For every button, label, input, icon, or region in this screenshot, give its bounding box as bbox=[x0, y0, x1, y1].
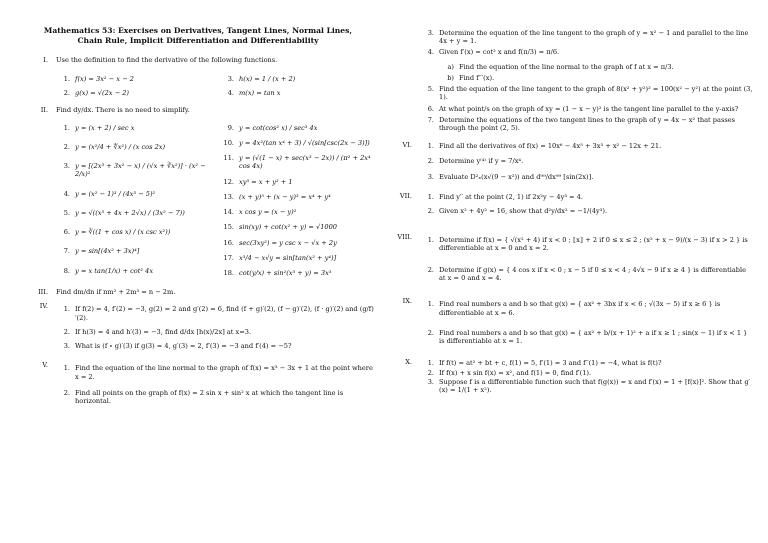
item-number: 1. bbox=[427, 235, 434, 244]
item-text: h(x) = 1 / (x + 2) bbox=[239, 74, 296, 83]
item-text: y = 4x²(tan x⁴ + 3) / √(sin[csc(2x − 3)]) bbox=[239, 138, 370, 147]
item-number: 1. bbox=[427, 359, 434, 368]
list-item bbox=[420, 300, 754, 316]
item-number: 2. bbox=[63, 327, 70, 336]
item-number: 14. bbox=[223, 208, 234, 217]
list-item bbox=[440, 63, 754, 71]
item-text: y = (√(1 − x) + sec(x³ − 2x)) / (π² + 2x⁴ cos 4x) bbox=[239, 154, 371, 171]
item-text: At what point/s on the graph of xy = (1 − x − y)² is the tangent line parallel to the y-axis? bbox=[439, 104, 739, 113]
item-number: 1. bbox=[427, 193, 434, 202]
list-item bbox=[420, 193, 754, 201]
section-iii bbox=[22, 288, 374, 296]
item-text: Determine the equations of the two tangent lines to the graph of y = 4x − x² that passes through the point (2, 5). bbox=[439, 115, 735, 133]
item-number: 1. bbox=[63, 123, 70, 132]
section-number: I. bbox=[43, 55, 48, 64]
list-item bbox=[420, 378, 754, 394]
item-text: Suppose f is a differentiable function such that f(g(x)) = x and f′(x) = 1 + [f(x)]². Show that g′(x) = 1/(1 + x²). bbox=[439, 377, 751, 395]
item-text: sin(xy) + cot(x² + y) = √1000 bbox=[239, 223, 338, 232]
item-text: x³/4 − x√y = sin[tan(x² + y⁴)] bbox=[239, 253, 337, 262]
list-item bbox=[420, 207, 754, 215]
left-column bbox=[22, 0, 374, 408]
item-text: x cos y = (x − y)² bbox=[239, 208, 297, 217]
item-number: 8. bbox=[63, 266, 70, 275]
section-number: V. bbox=[42, 361, 48, 370]
item-text: Find all the derivatives of f(x) = 10x⁶ − 4x⁵ + 3x³ + x² − 12x + 21. bbox=[439, 142, 662, 151]
item-text: Find y′′ at the point (2, 1) if 2x²y − 4y³ = 4. bbox=[439, 193, 583, 202]
item-number: 9. bbox=[227, 123, 234, 132]
list-item bbox=[420, 48, 754, 56]
item-text: Evaluate D²ₓ(x√(9 − x²)) and d⁹⁹/dx⁹⁹ [sin(2x)]. bbox=[439, 172, 594, 181]
section-text: Find dm/dn if nm² + 2m³ = n − 2m. bbox=[56, 288, 176, 297]
item-text: If f(t) = at² + bt + c, f(1) = 5, f′(1) = 3 and f′′(1) = −4, what is f(t)? bbox=[439, 359, 662, 368]
item-number: 11. bbox=[223, 154, 234, 163]
section-number: III. bbox=[38, 288, 48, 297]
item-text: Determine the equation of the line tangent to the graph of y = x² − 1 and parallel to the line 4x + y = 1. bbox=[439, 29, 749, 46]
list-item bbox=[420, 29, 754, 45]
item-text: Determine if g(x) = { 4 cos x if x < 0 ; x − 5 if 0 ≤ x < 4 ; 4√x − 9 if x ≥ 4 } is differentiable at x = 0 and x = 4. bbox=[439, 265, 747, 283]
section-number: IX. bbox=[402, 297, 412, 306]
item-text: y = (x²/4 + ∜x²) / (x cos 2x) bbox=[75, 142, 166, 151]
list-item bbox=[56, 305, 374, 321]
item-text: (x + y)⁵ + (x − y)³ = x⁴ + y⁴ bbox=[239, 192, 331, 201]
list-item bbox=[56, 124, 210, 132]
list-item bbox=[220, 89, 374, 97]
item-number: 3. bbox=[427, 172, 434, 181]
item-text: y = sin[(4x² + 3x)⁴] bbox=[75, 247, 140, 256]
item-text: y = ∛((1 + cos x) / (x csc x²)) bbox=[75, 228, 171, 237]
section-number: II. bbox=[40, 106, 48, 115]
list-item bbox=[220, 208, 374, 216]
item-number: 1. bbox=[63, 305, 70, 314]
list-item bbox=[56, 389, 374, 405]
item-text: Find the equation of the line tangent to the graph of 8(x² + y²)² = 100(x² − y²) at the point (3, 1). bbox=[439, 85, 753, 102]
list-item bbox=[56, 267, 210, 275]
item-text: Find the equation of the line normal to the graph of f at x = π/3. bbox=[459, 62, 674, 71]
item-number: 10. bbox=[223, 138, 234, 147]
list-item bbox=[420, 236, 754, 252]
item-number: 12. bbox=[223, 177, 234, 186]
section-vii bbox=[386, 192, 754, 218]
list-item bbox=[420, 157, 754, 165]
section-number: X. bbox=[405, 358, 412, 367]
item-number: 15. bbox=[223, 223, 234, 232]
item-number: 2. bbox=[427, 156, 434, 165]
list-item bbox=[56, 162, 210, 178]
list-item bbox=[420, 173, 754, 181]
item-text: g(x) = √(2x − 2) bbox=[75, 89, 129, 98]
title-line-2: Chain Rule, Implicit Differentiation and Differentiability bbox=[77, 35, 319, 45]
right-column bbox=[386, 0, 754, 395]
item-number: 1. bbox=[427, 300, 434, 309]
item-number: 18. bbox=[223, 269, 234, 277]
section-number: VII. bbox=[399, 192, 412, 201]
item-text: f(x) = 3x² − x − 2 bbox=[75, 74, 134, 83]
item-text: Determine if f(x) = { √(x² + 4) if x < 0 ; ⟦x⟧ + 2 if 0 ≤ x ≤ 2 ; (x² + x − 9)/(x − 3) if x > 2 } is differentiable at x = 0 and x = 2. bbox=[439, 235, 748, 252]
list-item bbox=[220, 75, 374, 83]
item-number: 2. bbox=[427, 368, 434, 377]
list-item bbox=[220, 223, 374, 231]
section-i bbox=[22, 56, 374, 101]
title-line-1: Mathematics 53: Exercises on Derivatives, Tangent Lines, Normal Lines, bbox=[43, 26, 353, 35]
item-text: y = (x² − 1)³ / (4x³ − 5)² bbox=[75, 189, 156, 198]
item-text: If h(3) = 4 and h′(3) = −3, find d/dx [h(x)/2x] at x=3. bbox=[75, 327, 252, 336]
item-text: y = [(2x³ + 3x² − x) / (√x + ∛x²)] · (x² − 2/x)² bbox=[75, 162, 206, 179]
item-number: 3. bbox=[427, 29, 434, 37]
list-item bbox=[220, 154, 374, 170]
item-number: 3. bbox=[63, 162, 70, 171]
list-item bbox=[420, 369, 754, 377]
item-number: 7. bbox=[63, 247, 70, 256]
list-item bbox=[56, 328, 374, 336]
item-text: y = √((x³ + 4x + 2√x) / (3x² − 7)) bbox=[75, 208, 185, 217]
item-number: 2. bbox=[63, 388, 70, 397]
item-number: 6. bbox=[63, 228, 70, 237]
list-item bbox=[56, 75, 210, 83]
item-number: 5. bbox=[63, 208, 70, 217]
item-number: 5. bbox=[427, 85, 434, 94]
item-number: 2. bbox=[63, 142, 70, 151]
list-item bbox=[220, 254, 374, 262]
item-number: 3. bbox=[227, 74, 234, 83]
item-number: 3. bbox=[63, 342, 70, 351]
section-number: VIII. bbox=[397, 232, 412, 241]
item-text: cot(y/x) + sin²(x³ + y) = 3x³ bbox=[239, 269, 332, 277]
item-text: Find the equation of the line normal to the graph of f(x) = x³ − 3x + 1 at the point where x = 2. bbox=[75, 364, 373, 381]
list-item bbox=[420, 105, 754, 113]
list-item bbox=[220, 124, 374, 132]
section-heading: Use the definition to find the derivative of the following functions. bbox=[56, 55, 278, 64]
section-vi bbox=[386, 141, 754, 184]
section-x bbox=[386, 358, 754, 395]
section-ii bbox=[22, 106, 374, 278]
section-number: VI. bbox=[402, 141, 412, 150]
item-number: 4. bbox=[227, 89, 234, 98]
item-text: Find f′′′(x). bbox=[459, 73, 495, 82]
list-item bbox=[420, 359, 754, 367]
list-item bbox=[220, 239, 374, 247]
list-item bbox=[420, 142, 754, 150]
section-number: IV. bbox=[39, 302, 48, 311]
item-number: 1. bbox=[63, 74, 70, 83]
item-number: a) bbox=[447, 62, 454, 71]
item-number: 2. bbox=[427, 328, 434, 337]
item-number: 13. bbox=[223, 192, 234, 201]
section-v bbox=[22, 361, 374, 408]
item-number: 4. bbox=[427, 48, 434, 57]
list-item bbox=[56, 247, 210, 255]
item-text: Given f′(x) = cot² x and f(π/3) = π/6. bbox=[439, 48, 560, 57]
item-number: 6. bbox=[427, 104, 434, 113]
item-number: 1. bbox=[427, 142, 434, 151]
item-text: If f(x) + x sin f(x) = x², and f(1) = 0, find f′(1). bbox=[439, 368, 592, 377]
list-item bbox=[56, 228, 210, 236]
item-text: y = cot(cos² x) / sec³ 4x bbox=[239, 123, 318, 132]
item-number: 17. bbox=[223, 253, 234, 262]
item-text: y = (x + 2) / sec x bbox=[75, 123, 135, 132]
section-v-continued bbox=[386, 26, 754, 135]
item-number: 3. bbox=[427, 377, 434, 386]
item-text: Find real numbers a and b so that g(x) = { ax² + b/(x + 1)² + a if x ≥ 1 ; sin(x − 1) if x < 1 } is differentiable at x = 1. bbox=[439, 328, 748, 346]
item-text: Find real numbers a and b so that g(x) = { ax² + 3bx if x < 6 ; √(3x − 5) if x ≥ 6 } is differentiable at x = 6. bbox=[439, 300, 721, 317]
item-number: 2. bbox=[427, 207, 434, 216]
list-item bbox=[220, 269, 374, 277]
section-viii bbox=[386, 233, 754, 286]
list-item bbox=[220, 178, 374, 186]
item-number: 2. bbox=[427, 265, 434, 274]
item-number: b) bbox=[447, 73, 454, 82]
list-item bbox=[440, 74, 754, 82]
list-item bbox=[56, 209, 210, 217]
list-item bbox=[56, 364, 374, 380]
section-heading: Find dy/dx. There is no need to simplify. bbox=[56, 106, 190, 115]
list-item bbox=[56, 342, 374, 350]
item-number: 7. bbox=[427, 115, 434, 124]
item-number: 2. bbox=[63, 89, 70, 98]
list-item bbox=[420, 85, 754, 101]
item-text: What is (f ∘ g)′(3) if g(3) = 4, g′(3) = 2, f′(3) = −3 and f′(4) = −5? bbox=[75, 342, 292, 351]
section-iv bbox=[22, 302, 374, 353]
list-item bbox=[420, 329, 754, 345]
list-item bbox=[56, 143, 210, 151]
section-ix bbox=[386, 297, 754, 348]
list-item bbox=[420, 116, 754, 132]
item-text: sec(3xy²) = y csc x − √x + 2y bbox=[239, 238, 337, 247]
item-text: Determine y⁽⁴⁾ if y = 7/x⁴. bbox=[439, 156, 524, 165]
list-item bbox=[56, 190, 210, 198]
list-item bbox=[220, 139, 374, 147]
item-text: xy³ = x + y² + 1 bbox=[239, 177, 293, 186]
item-text: m(x) = tan x bbox=[239, 89, 281, 98]
item-text: Find all points on the graph of f(x) = 2 sin x + sin² x at which the tangent line is horizontal. bbox=[75, 388, 344, 406]
item-number: 16. bbox=[223, 238, 234, 247]
list-item bbox=[56, 89, 210, 97]
item-number: 4. bbox=[63, 189, 70, 198]
item-text: Given x² + 4y² = 16, show that d²y/dx² = −1/(4y³). bbox=[439, 207, 608, 216]
list-item bbox=[420, 266, 754, 282]
item-text: y = x tan(1/x) + cot² 4x bbox=[75, 266, 154, 275]
item-text: If f(2) = 4, f′(2) = −3, g(2) = 2 and g′(2) = 6, find (f + g)′(2), (f − g)′(2), (f · g)′(2) and (g/f)′(2). bbox=[75, 305, 374, 322]
list-item bbox=[220, 193, 374, 201]
item-number: 1. bbox=[63, 364, 70, 373]
document-title bbox=[22, 26, 374, 46]
